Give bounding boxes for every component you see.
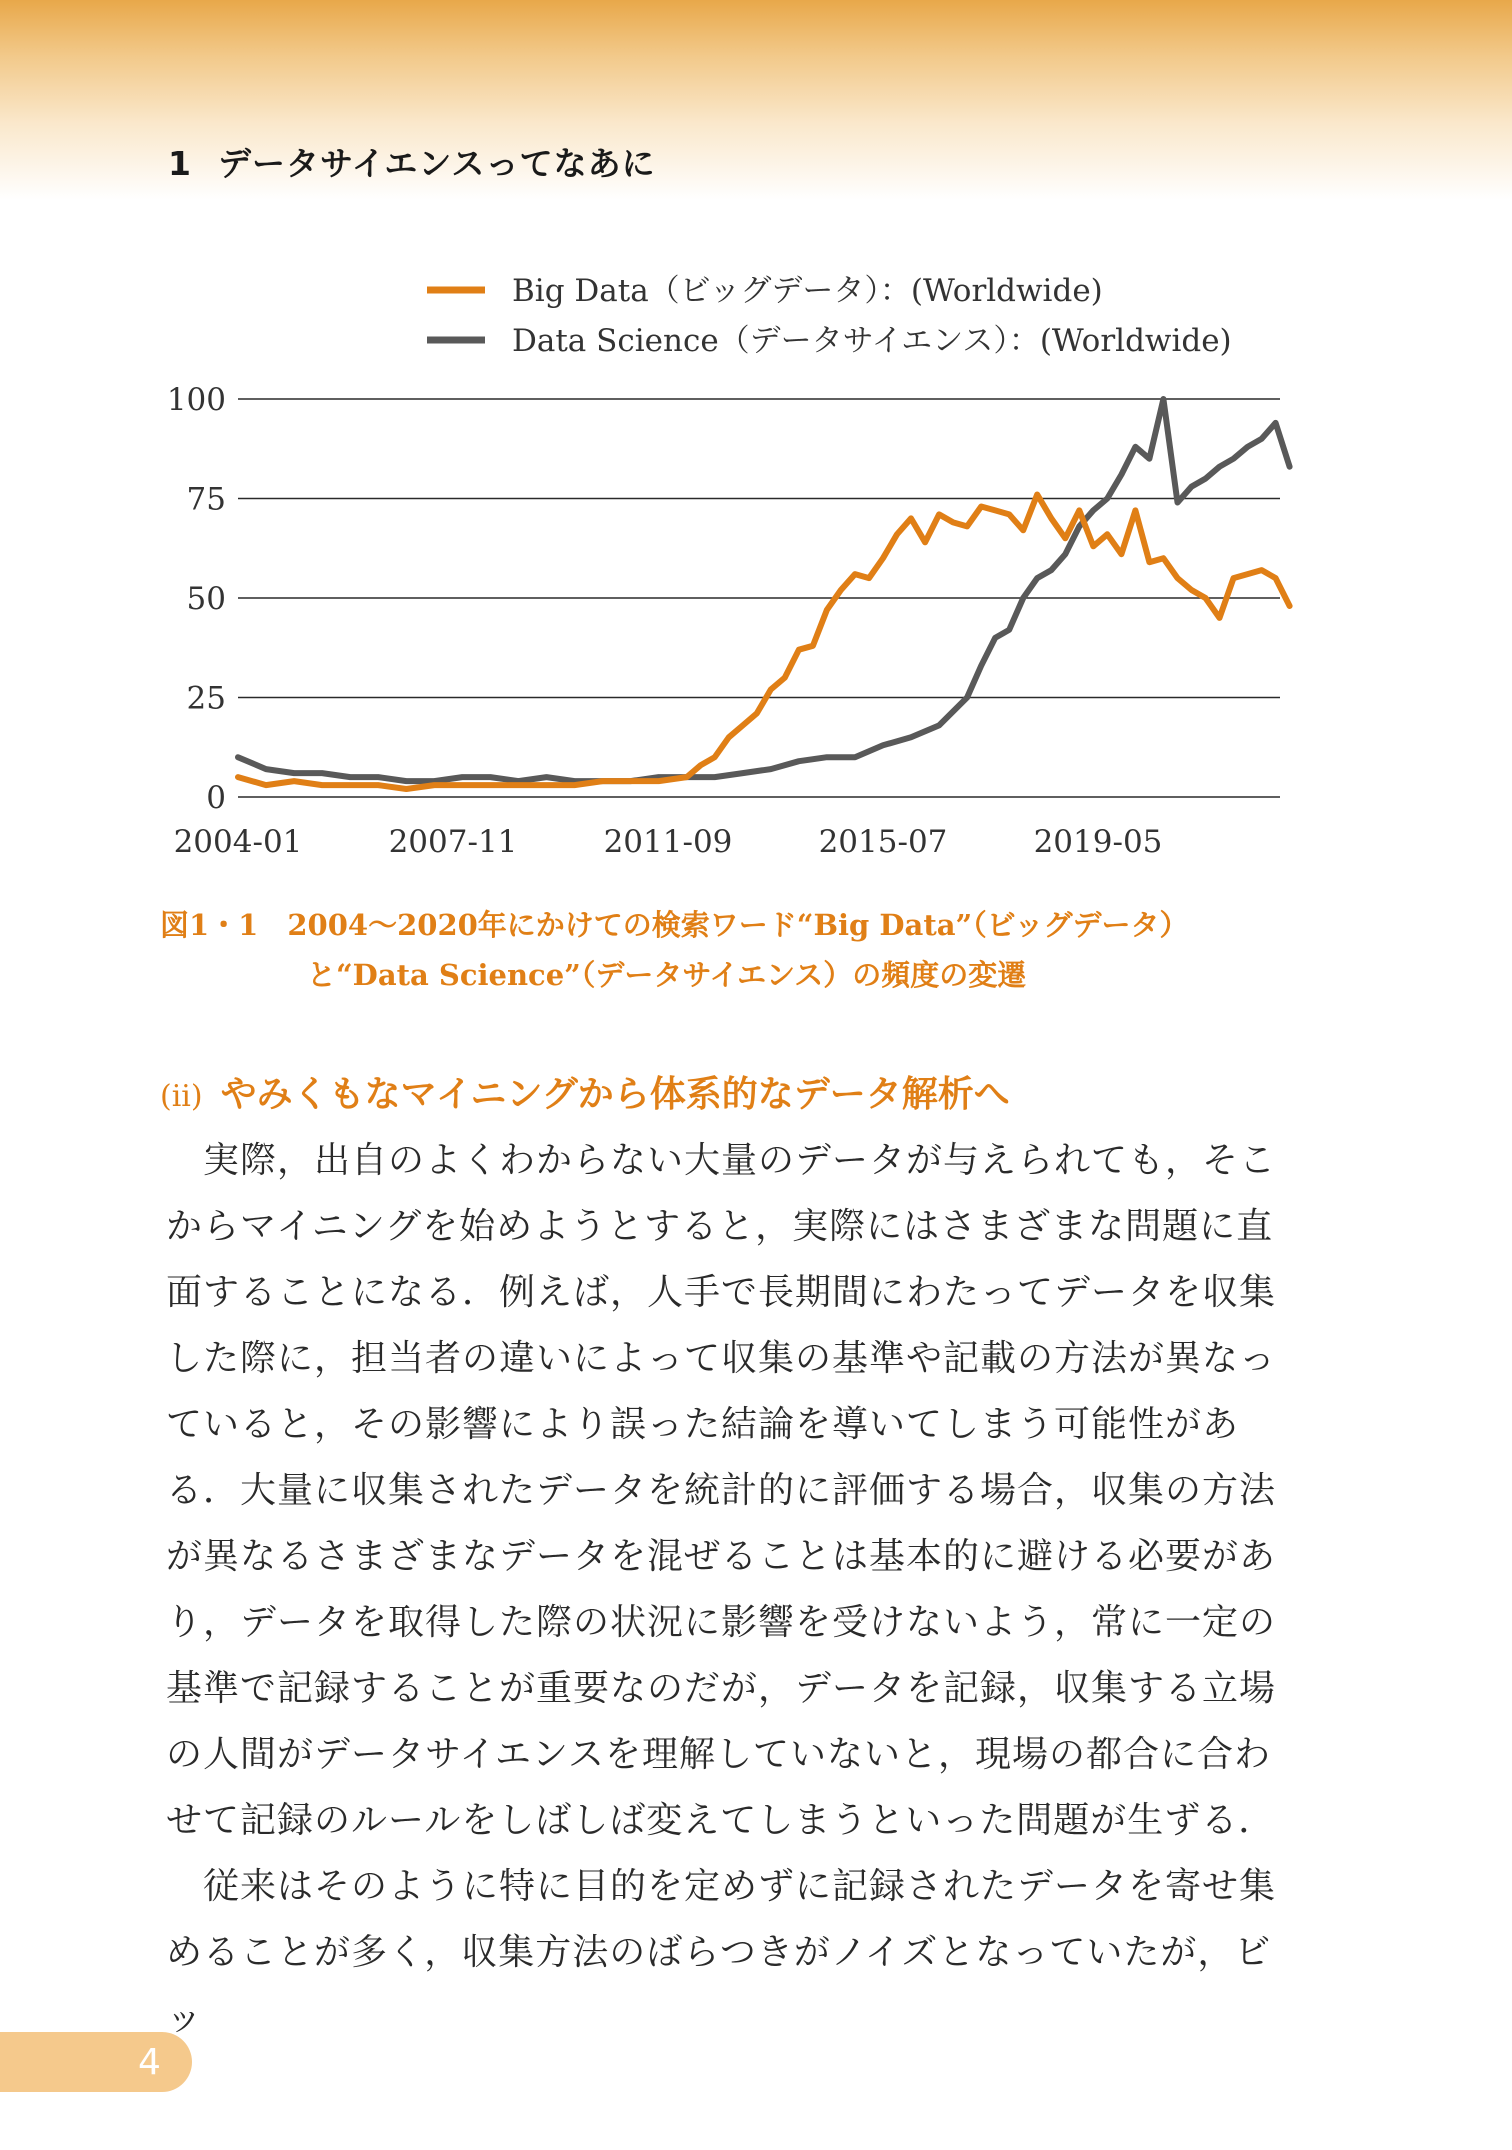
y-tick-label-0: 0 bbox=[206, 780, 226, 816]
body-text bbox=[166, 1128, 1306, 2052]
x-axis-ticks bbox=[174, 824, 1163, 860]
y-tick-label-25: 25 bbox=[186, 680, 226, 717]
y-tick-label-50: 50 bbox=[186, 581, 226, 617]
figure-caption bbox=[160, 900, 1360, 1000]
chapter-number: 1 bbox=[168, 144, 192, 183]
chapter-header bbox=[168, 138, 656, 185]
caption-line-1 bbox=[160, 900, 1360, 950]
section-title: やみくもなマイニングから体系的なデータ解析へ bbox=[220, 1074, 1010, 1115]
section-heading bbox=[160, 1066, 1010, 1117]
y-axis-ticks bbox=[167, 382, 226, 816]
x-tick-label-2004-01: 2004-01 bbox=[173, 824, 303, 860]
paragraph-2: 従来はそのように特に目的を定めずに記録されたデータを寄せ集めることが多く，収集方法のばらつきがノイズとなっていたが，ビッ bbox=[166, 1866, 1277, 2039]
caption-text-2: と“Data Science”（データサイエンス）の頻度の変遷 bbox=[307, 958, 1027, 992]
legend-label-0: Big Data（ビッグデータ）：(Worldwide) bbox=[512, 273, 1103, 309]
caption-label: 図1・1 bbox=[160, 908, 259, 942]
y-tick-label-75: 75 bbox=[186, 481, 226, 518]
series-line-0 bbox=[238, 495, 1290, 790]
x-tick-label-2019-05: 2019-05 bbox=[1033, 824, 1163, 860]
y-tick-label-100: 100 bbox=[166, 382, 226, 418]
x-tick-label-2007-11: 2007-11 bbox=[388, 824, 518, 860]
chart-gridlines bbox=[238, 399, 1280, 797]
paragraph-1: 実際，出自のよくわからない大量のデータが与えられても，そこからマイニングを始めようとすると，実際にはさまざまな問題に直面することになる．例えば，人手で長期間にわたってデータを収集した際に，担当者の違いによって収集の基準や記載の方法が異なっていると，その影響により誤った結論を導いてしまう可能性がある．大量に収集されたデータを統計的に評価する場合，収集の方法が異なるさまざまなデータを混ぜることは基本的に避ける必要があり，データを取得した際の状況に影響を受けないよう，常に一定の基準で記録することが重要なのだが，データを記録，収集する立場の人間がデータサイエンスを理解していないと，現場の都合に合わせて記録のルールをしばしば変えてしまうといった問題が生ずる． bbox=[166, 1140, 1277, 1841]
chart-series-lines bbox=[238, 399, 1290, 789]
chart-legend bbox=[427, 273, 1232, 359]
legend-label-1: Data Science（データサイエンス）：(Worldwide) bbox=[512, 323, 1232, 359]
series-line-1 bbox=[238, 399, 1290, 781]
section-label: (ii) bbox=[160, 1079, 203, 1114]
x-tick-label-2011-09: 2011-09 bbox=[603, 824, 733, 860]
page-number: 4 bbox=[138, 2042, 161, 2083]
caption-text-1: 2004～2020年にかけての検索ワード“Big Data”（ビッグデータ） bbox=[287, 908, 1189, 942]
x-tick-label-2015-07: 2015-07 bbox=[818, 824, 948, 860]
chapter-title: データサイエンスってなあに bbox=[217, 144, 656, 183]
trend-line-chart bbox=[150, 262, 1300, 872]
page-number-tab bbox=[0, 2032, 192, 2092]
